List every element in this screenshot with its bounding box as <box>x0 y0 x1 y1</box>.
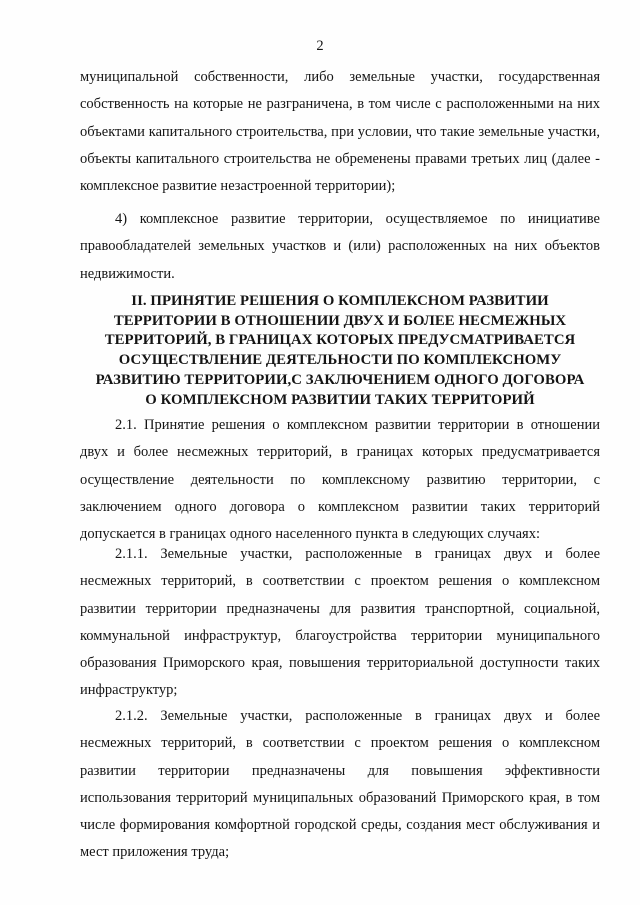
continuation-paragraph: муниципальной собственности, либо земельные участки, государственная собственность на которые не разграничена, в том числе с расположенными на них объектами капитального строительства, при условии, что такие земельные участки, объекты капитального строительства не обременены правами третьих лиц (далее - комплексное развитие незастроенной территории); <box>80 69 600 195</box>
clause-2-1-2-paragraph: 2.1.2. Земельные участки, расположенные в границах двух и более несмежных территорий, в соответствии с проектом решения о комплексном развитии территории предназначены для повышения эффективности использования территорий муниципальных образований Приморского края, в том числе формирования комфортной городской среды, создания мест обслуживания и мест приложения труда; <box>80 708 600 861</box>
heading-line: ТЕРРИТОРИИ В ОТНОШЕНИИ ДВУХ И БОЛЕЕ НЕСМЕЖНЫХ <box>113 312 567 329</box>
clause-2-1-paragraph: 2.1. Принятие решения о комплексном развитии территории в отношении двух и более несмежных территорий, в границах которых предусматривается осуществление деятельности по комплексному развитию территории, с заключением одного договора о комплексном развитии таких территорий допускается в границах одного населенного пункта в следующих случаях: <box>80 417 600 543</box>
heading-line: РАЗВИТИЮ ТЕРРИТОРИИ,С ЗАКЛЮЧЕНИЕМ ОДНОГО ДОГОВОРА <box>95 371 585 388</box>
page-number: 2 <box>316 38 324 54</box>
heading-line: ОСУЩЕСТВЛЕНИЕ ДЕЯТЕЛЬНОСТИ ПО КОМПЛЕКСНОМУ <box>118 352 562 369</box>
heading-line: ТЕРРИТОРИЙ, В ГРАНИЦАХ КОТОРЫХ ПРЕДУСМАТРИВАЕТСЯ <box>104 332 576 349</box>
heading-line: II. ПРИНЯТИЕ РЕШЕНИЯ О КОМПЛЕКСНОМ РАЗВИТИИ <box>131 293 549 309</box>
heading-line: О КОМПЛЕКСНОМ РАЗВИТИИ ТАКИХ ТЕРРИТОРИЙ <box>145 391 535 408</box>
clause-2-1-1-paragraph: 2.1.1. Земельные участки, расположенные в границах двух и более несмежных территорий, в соответствии с проектом решения о комплексном развитии территории предназначены для развития транспортной, социальной, коммунальной инфраструктур, благоустройства территории муниципального образования Приморского края, повышения территориальной доступности таких инфраструктур; <box>80 546 600 699</box>
section-2-heading <box>80 292 600 410</box>
item-4-paragraph: 4) комплексное развитие территории, осуществляемое по инициативе правообладателей земельных участков и (или) расположенных на них объектов недвижимости. <box>80 211 600 282</box>
